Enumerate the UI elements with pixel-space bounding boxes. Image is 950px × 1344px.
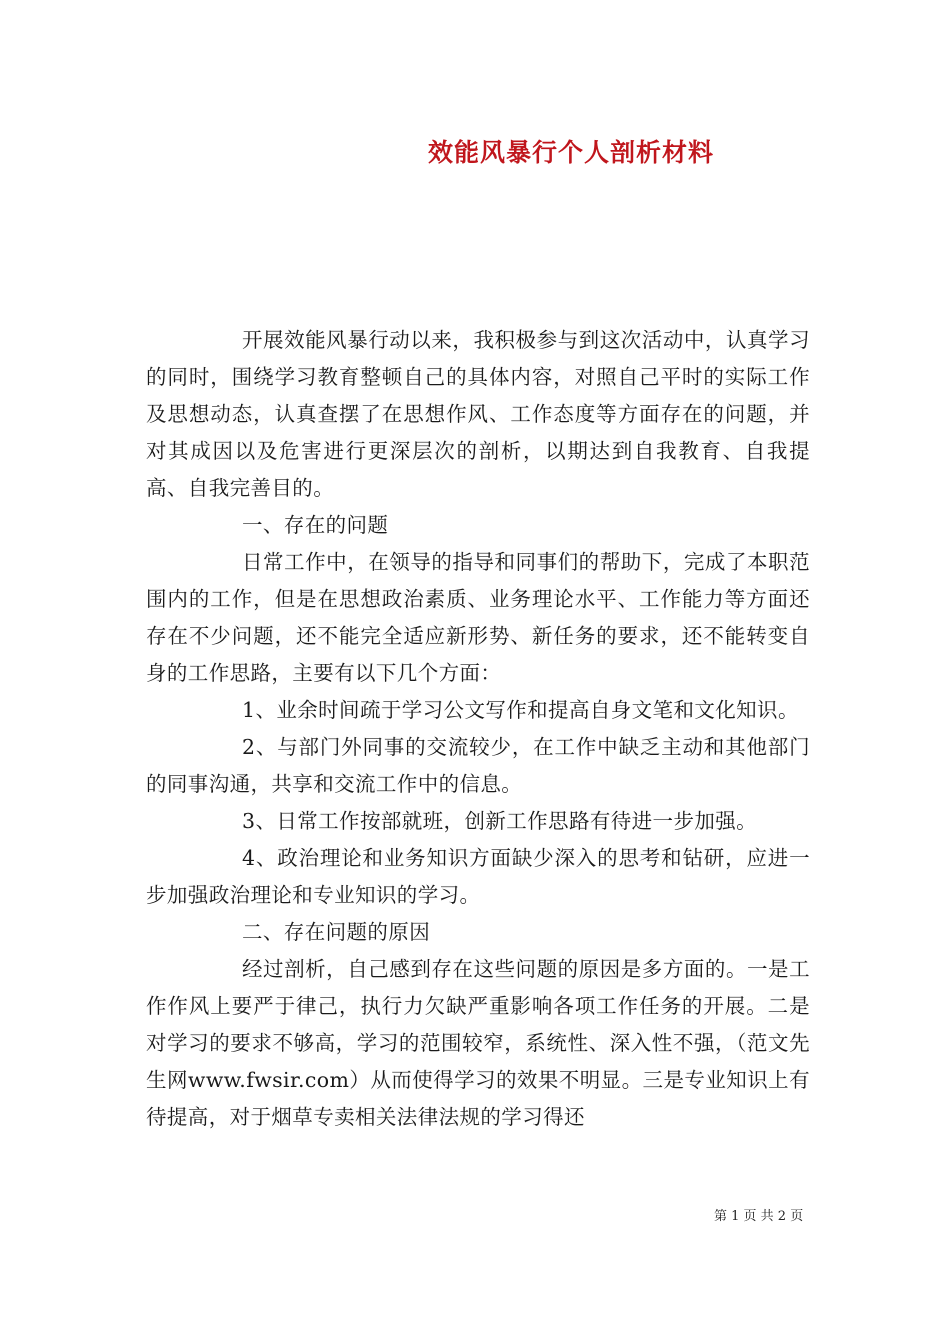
- section-heading-causes: 二、存在问题的原因: [242, 920, 431, 944]
- intro-paragraph: 开展效能风暴行动以来，我积极参与到这次活动中，认真学习的同时，围绕学习教育整顿自己的具体内容，对照自己平时的实际工作及思想动态，认真查摆了在思想作风、工作态度等方面存在的问题，并对其成因以及危害进行更深层次的剖析，以期达到自我教育、自我提高、自我完善目的。: [146, 328, 810, 500]
- section-heading-problems: 一、存在的问题: [242, 513, 389, 537]
- document-title: 效能风暴行个人剖析材料: [427, 138, 714, 167]
- problem-item-1: 1、业余时间疏于学习公文写作和提高自身文笔和文化知识。: [242, 698, 799, 722]
- problem-item-4: 4、政治理论和业务知识方面缺少深入的思考和钻研，应进一步加强政治理论和专业知识的学习。: [146, 846, 810, 907]
- problem-item-3: 3、日常工作按部就班，创新工作思路有待进一步加强。: [242, 809, 758, 833]
- document-body: [146, 322, 810, 1136]
- page-footer: 第 1 页 共 2 页: [714, 1209, 804, 1224]
- problem-item-2: 2、与部门外同事的交流较少，在工作中缺乏主动和其他部门的同事沟通，共享和交流工作中的信息。: [146, 735, 810, 796]
- problems-paragraph: 日常工作中，在领导的指导和同事们的帮助下，完成了本职范围内的工作，但是在思想政治素质、业务理论水平、工作能力等方面还存在不少问题，还不能完全适应新形势、新任务的要求，还不能转变自身的工作思路，主要有以下几个方面：: [146, 550, 810, 685]
- causes-paragraph: 经过剖析，自己感到存在这些问题的原因是多方面的。一是工作作风上要严于律己，执行力欠缺严重影响各项工作任务的开展。二是对学习的要求不够高，学习的范围较窄，系统性、深入性不强，（范文先生网www.fwsir.com）从而使得学习的效果不明显。三是专业知识上有待提高，对于烟草专卖相关法律法规的学习得还: [146, 957, 810, 1129]
